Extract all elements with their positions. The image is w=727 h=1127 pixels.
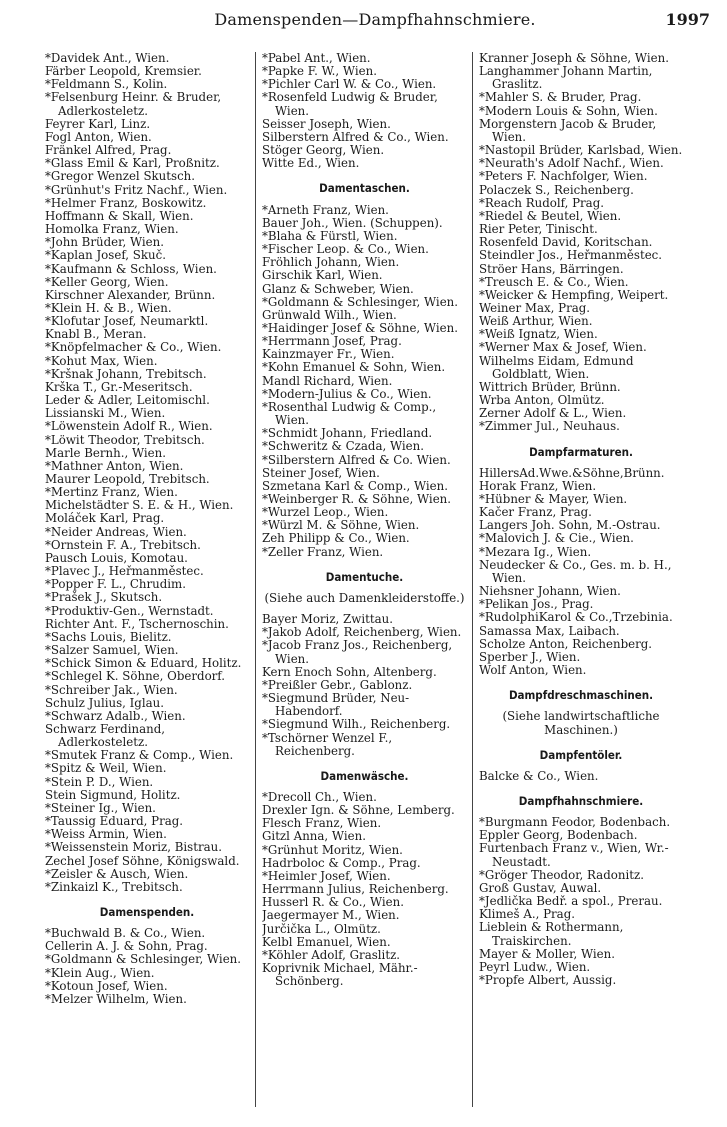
directory-entry: *Plavec J., Heřmanměstec. xyxy=(45,564,204,579)
running-title: Damenspenden—Dampfhahnschmiere. xyxy=(214,10,536,29)
directory-entry: Weiner Max, Prag. xyxy=(479,300,591,315)
directory-entry: Furtenbach Franz v., Wien, Wr.-Neustadt. xyxy=(479,841,669,869)
directory-entry: *Davidek Ant., Wien. xyxy=(45,52,170,65)
directory-entry: *Drecoll Ch., Wien. xyxy=(262,789,377,804)
directory-entry: *Arneth Franz, Wien. xyxy=(262,202,389,217)
directory-entry: Witte Ed., Wien. xyxy=(262,156,360,171)
directory-entry: *Salzer Samuel, Wien. xyxy=(45,643,179,658)
directory-entry: Neudecker & Co., Ges. m. b. H., Wien. xyxy=(479,557,672,585)
directory-entry: HillersAd.Wwe.&Söhne,Brünn. xyxy=(479,465,665,480)
directory-entry: *Heimler Josef, Wien. xyxy=(262,868,391,883)
directory-entry: *Rosenthal Ludwig & Comp., Wien. xyxy=(262,399,437,428)
directory-entry: Michelstädter S. E. & H., Wien. xyxy=(45,498,234,513)
directory-entry: *Steiner Ig., Wien. xyxy=(45,800,156,815)
directory-entry: *Zinkaizl K., Trebitsch. xyxy=(45,879,183,894)
directory-entry: Lissianski M., Wien. xyxy=(45,406,166,421)
directory-entry: Stein Sigmund, Holitz. xyxy=(45,787,181,802)
directory-entry: *Wurzel Leop., Wien. xyxy=(262,505,389,520)
directory-entry: Seisser Joseph, Wien. xyxy=(262,116,391,131)
directory-entry: *Peters F. Nachfolger, Wien. xyxy=(479,169,648,184)
directory-entry: Hoffmann & Skall, Wien. xyxy=(45,208,194,223)
directory-entry: Jurčička L., Olmütz. xyxy=(262,921,381,936)
directory-entry: *Spitz & Weil, Wien. xyxy=(45,761,167,776)
directory-entry: *Mathner Anton, Wien. xyxy=(45,458,184,473)
directory-entry: Horak Franz, Wien. xyxy=(479,478,597,493)
directory-entry: *Propfe Albert, Aussig. xyxy=(479,973,617,987)
directory-entry: *Schick Simon & Eduard, Holitz. xyxy=(45,656,242,671)
directory-entry: *Löwenstein Adolf R., Wien. xyxy=(45,419,213,434)
column-rule xyxy=(255,52,256,1107)
directory-entry: *Rosenfeld Ludwig & Bruder, Wien. xyxy=(262,90,438,118)
directory-entry: Morgenstern Jacob & Bruder, Wien. xyxy=(479,116,657,144)
directory-entry: *Schwarz Adalb., Wien. xyxy=(45,708,186,723)
directory-entry: *Kršnak Johann, Trebitsch. xyxy=(45,366,207,381)
directory-entry: Flesch Franz, Wien. xyxy=(262,816,382,831)
directory-entry: *Riedel & Beutel, Wien. xyxy=(479,208,622,223)
directory-entry: *Keller Georg, Wien. xyxy=(45,274,169,289)
directory-entry: Silberstern Alfred & Co., Wien. xyxy=(262,129,449,144)
directory-entry: *Jacob Franz Jos., Reichenberg, Wien. xyxy=(262,638,453,666)
directory-entry: *Glass Emil & Karl, Proßnitz. xyxy=(45,156,220,171)
directory-entry: Zechel Josef Söhne, Königswald. xyxy=(45,853,240,868)
directory-entry: *Pelikan Jos., Prag. xyxy=(479,597,594,612)
directory-entry: *Fischer Leop. & Co., Wien. xyxy=(262,242,429,257)
section-heading: Dampfhahnschmiere. xyxy=(518,793,644,808)
directory-entry: Färber Leopold, Kremsier. xyxy=(45,64,202,79)
directory-entry: Klimeš A., Prag. xyxy=(479,907,576,922)
directory-entry: *Mezara Ig., Wien. xyxy=(479,544,592,559)
directory-entry: *Schweritz & Czada, Wien. xyxy=(262,439,425,454)
directory-entry: Moláček Karl, Prag. xyxy=(45,511,165,526)
section-heading: Damenwäsche. xyxy=(320,768,409,783)
directory-entry: Eppler Georg, Bodenbach. xyxy=(479,828,638,843)
directory-entry: *Kaplan Josef, Skuč. xyxy=(45,248,166,263)
directory-entry: *Zimmer Jul., Neuhaus. xyxy=(479,419,620,434)
directory-entry: Langers Joh. Sohn, M.-Ostrau. xyxy=(479,518,661,533)
directory-entry: Mandl Richard, Wien. xyxy=(262,373,393,388)
directory-entry: Koprivnik Michael, Mähr.-Schönberg. xyxy=(262,961,418,989)
page-number: 1997 xyxy=(665,10,710,29)
column-middle xyxy=(262,52,467,1117)
directory-entry: *Grünhut Moritz, Wien. xyxy=(262,842,403,857)
directory-entry: *Taussig Eduard, Prag. xyxy=(45,814,184,829)
directory-entry: *Mertinz Franz, Wien. xyxy=(45,485,178,500)
directory-entry: *Nastopil Brüder, Karlsbad, Wien. xyxy=(479,143,683,158)
directory-entry: Gitzl Anna, Wien. xyxy=(262,829,366,844)
directory-entry: Pausch Louis, Komotau. xyxy=(45,550,188,565)
directory-entry: *Melzer Wilhelm, Wien. xyxy=(45,991,187,1006)
directory-entry: Kelbl Emanuel, Wien. xyxy=(262,934,391,949)
directory-entry: Wrba Anton, Olmütz. xyxy=(479,393,605,408)
directory-entry: *Herrmann Josef, Prag. xyxy=(262,334,402,349)
directory-entry: *Silberstern Alfred & Co. Wien. xyxy=(262,452,451,467)
directory-entry: *Goldmann & Schlesinger, Wien. xyxy=(262,294,459,309)
column-left xyxy=(45,52,249,1117)
directory-entry: *Pabel Ant., Wien. xyxy=(262,52,371,65)
section-heading: Dampfarmaturen. xyxy=(529,444,633,459)
directory-entry: Kirschner Alexander, Brünn. xyxy=(45,287,216,302)
directory-entry: Kranner Joseph & Söhne, Wien. xyxy=(479,52,669,65)
directory-entry: Wolf Anton, Wien. xyxy=(479,663,587,678)
directory-entry: *Gregor Wenzel Skutsch. xyxy=(45,169,196,184)
directory-entry: *RudolphiKarol & Co.,Trzebinia. xyxy=(479,610,673,625)
directory-entry: *Zeisler & Ausch, Wien. xyxy=(45,866,189,881)
directory-entry: Krška T., Gr.-Meseritsch. xyxy=(45,379,193,394)
directory-entry: *Feldmann S., Kolin. xyxy=(45,77,168,92)
directory-entry: Husserl R. & Co., Wien. xyxy=(262,895,404,910)
directory-entry: Zeh Philipp & Co., Wien. xyxy=(262,531,410,546)
directory-entry: Peyrl Ludw., Wien. xyxy=(479,959,591,974)
directory-entry: Maurer Leopold, Trebitsch. xyxy=(45,472,210,486)
directory-entry: *Köhler Adolf, Graslitz. xyxy=(262,947,401,962)
directory-entry: Homolka Franz, Wien. xyxy=(45,222,179,237)
directory-entry: Mayer & Moller, Wien. xyxy=(479,946,615,961)
directory-entry: *Schlegel K. Söhne, Oberdorf. xyxy=(45,669,226,684)
directory-entry: *Grünhut's Fritz Nachf., Wien. xyxy=(45,182,228,197)
directory-entry: Groß Gustav, Auwal. xyxy=(479,880,602,895)
section-note: (Siehe landwirtschaftliche Maschinen.) xyxy=(502,709,660,737)
section-heading: Damenspenden. xyxy=(99,905,195,919)
directory-entry: Scholze Anton, Reichenberg. xyxy=(479,636,653,651)
directory-entry: Leder & Adler, Leitomischl. xyxy=(45,393,210,408)
directory-entry: *Smutek Franz & Comp., Wien. xyxy=(45,748,234,763)
directory-entry: Grünwald Wilh., Wien. xyxy=(262,307,397,322)
directory-entry: *Modern-Julius & Co., Wien. xyxy=(262,386,432,401)
directory-entry: *Reach Rudolf, Prag. xyxy=(479,195,605,210)
directory-entry: *Helmer Franz, Boskowitz. xyxy=(45,195,207,210)
section-heading: Damentuche. xyxy=(325,569,404,584)
directory-entry: *Sachs Louis, Bielitz. xyxy=(45,629,172,644)
directory-entry: Kačer Franz, Prag. xyxy=(479,505,592,520)
directory-entry: Rosenfeld David, Koritschan. xyxy=(479,235,653,250)
directory-entry: Balcke & Co., Wien. xyxy=(479,768,599,783)
directory-entry: *Weinberger R. & Söhne, Wien. xyxy=(262,492,452,506)
directory-entry: Rier Peter, Tinischt. xyxy=(479,222,598,237)
directory-entry: Glanz & Schweber, Wien. xyxy=(262,281,414,296)
directory-entry: *Schreiber Jak., Wien. xyxy=(45,682,178,697)
section-heading: Dampfentöler. xyxy=(539,747,623,762)
directory-entry: Wilhelms Eidam, Edmund Goldblatt, Wien. xyxy=(479,353,634,381)
directory-entry: *Ornstein F. A., Trebitsch. xyxy=(45,537,201,552)
directory-entry: Cellerin A. J. & Sohn, Prag. xyxy=(45,939,208,954)
directory-entry: Fröhlich Johann, Wien. xyxy=(262,255,400,270)
directory-entry: *Felsenburg Heinr. & Bruder, Adlerkosteletz. xyxy=(45,90,222,118)
directory-entry: *Kohn Emanuel & Sohn, Wien. xyxy=(262,360,446,375)
directory-entry: Kern Enoch Sohn, Altenberg. xyxy=(262,664,437,679)
directory-entry: Feyrer Karl, Linz. xyxy=(45,116,151,131)
directory-entry: *Siegmund Wilh., Reichenberg. xyxy=(262,717,451,732)
directory-entry: *Haidinger Josef & Söhne, Wien. xyxy=(262,320,458,335)
directory-entry: *Stein P. D., Wien. xyxy=(45,774,154,789)
directory-entry: *Burgmann Feodor, Bodenbach. xyxy=(479,815,671,830)
section-heading: Dampfdreschmaschinen. xyxy=(508,688,654,703)
directory-entry: Weiß Arthur, Wien. xyxy=(479,314,593,329)
directory-entry: Polaczek S., Reichenberg. xyxy=(479,182,634,197)
section-heading: Damentaschen. xyxy=(319,181,410,196)
directory-entry: *Blaha & Fürstl, Wien. xyxy=(262,228,398,243)
directory-entry: *Klein H. & B., Wien. xyxy=(45,300,172,315)
directory-entry: *Kaufmann & Schloss, Wien. xyxy=(45,261,217,276)
directory-entry: *Siegmund Brüder, Neu-Habendorf. xyxy=(262,691,410,719)
directory-entry: Sperber J., Wien. xyxy=(479,649,581,664)
directory-entry: *John Brüder, Wien. xyxy=(45,235,164,250)
directory-entry: *Neider Andreas, Wien. xyxy=(45,524,187,539)
directory-entry: Hadrboloc & Comp., Prag. xyxy=(262,855,421,870)
directory-entry: *Klein Aug., Wien. xyxy=(45,965,155,980)
directory-entry: *Weicker & Hempfing, Weipert. xyxy=(479,287,669,302)
directory-entry: *Buchwald B. & Co., Wien. xyxy=(45,926,206,941)
directory-entry: *Schmidt Johann, Friedland. xyxy=(262,426,433,441)
directory-entry: *Jedlička Bedř. a spol., Prerau. xyxy=(479,894,663,909)
directory-entry: *Weiss Armin, Wien. xyxy=(45,827,167,842)
directory-entry: *Hübner & Mayer, Wien. xyxy=(479,492,628,506)
directory-entry: Schulz Julius, Iglau. xyxy=(45,695,165,710)
directory-entry: Schwarz Ferdinand, Adlerkosteletz. xyxy=(45,721,166,750)
directory-entry: Zerner Adolf & L., Wien. xyxy=(479,406,627,421)
directory-entry: Wittrich Brüder, Brünn. xyxy=(479,379,621,394)
directory-entry: *Weiß Ignatz, Wien. xyxy=(479,327,598,342)
section-note: (Siehe auch Damenkleiderstoffe.) xyxy=(264,590,465,605)
directory-entry: *Weissenstein Moriz, Bistrau. xyxy=(45,840,222,855)
directory-entry: Langhammer Johann Martin, Graslitz. xyxy=(479,64,653,92)
directory-entry: Szmetana Karl & Comp., Wien. xyxy=(262,478,449,493)
directory-entry: Drexler Ign. & Söhne, Lemberg. xyxy=(262,803,455,818)
directory-entry: *Popper F. L., Chrudim. xyxy=(45,577,186,592)
directory-entry: Girschik Karl, Wien. xyxy=(262,268,383,283)
directory-entry: *Werner Max & Josef, Wien. xyxy=(479,340,647,355)
directory-entry: *Prašek J., Skutsch. xyxy=(45,590,163,605)
directory-entry: Herrmann Julius, Reichenberg. xyxy=(262,882,449,897)
directory-entry: *Treusch E. & Co., Wien. xyxy=(479,274,629,289)
directory-entry: Marle Bernh., Wien. xyxy=(45,445,167,460)
directory-entry: *Zeller Franz, Wien. xyxy=(262,544,384,559)
directory-entry: Fogl Anton, Wien. xyxy=(45,129,152,144)
directory-entry: Niehsner Johann, Wien. xyxy=(479,584,621,599)
directory-entry: Steiner Josef, Wien. xyxy=(262,465,380,480)
directory-entry: Jaegermayer M., Wien. xyxy=(262,908,400,923)
directory-entry: *Gröger Theodor, Radonitz. xyxy=(479,867,644,882)
directory-entry: *Mahler S. & Bruder, Prag. xyxy=(479,90,642,105)
directory-entry: *Kotoun Josef, Wien. xyxy=(45,978,168,993)
directory-entry: *Malovich J. & Cie., Wien. xyxy=(479,531,634,546)
directory-entry: Richter Ant. F., Tschernoschin. xyxy=(45,616,229,631)
directory-entry: *Löwit Theodor, Trebitsch. xyxy=(45,432,205,447)
directory-entry: Kainzmayer Fr., Wien. xyxy=(262,347,395,362)
directory-entry: Ströer Hans, Bärringen. xyxy=(479,261,624,276)
directory-entry: *Tschörner Wenzel F., Reichenberg. xyxy=(262,730,393,758)
directory-entry: *Papke F. W., Wien. xyxy=(262,64,377,79)
directory-entry: Steindler Jos., Heřmanměstec. xyxy=(479,248,663,263)
directory-entry: *Pichler Carl W. & Co., Wien. xyxy=(262,77,437,92)
column-rule xyxy=(472,52,473,1107)
directory-entry: *Knöpfelmacher & Co., Wien. xyxy=(45,340,222,355)
directory-entry: Bayer Moriz, Zwittau. xyxy=(262,612,393,627)
directory-entry: *Produktiv-Gen., Wernstadt. xyxy=(45,603,214,618)
column-right xyxy=(479,52,683,1117)
directory-entry: *Preißler Gebr., Gablonz. xyxy=(262,677,413,692)
directory-entry: *Würzl M. & Söhne, Wien. xyxy=(262,518,420,533)
directory-entry: Fränkel Alfred, Prag. xyxy=(45,143,172,158)
directory-entry: Bauer Joh., Wien. (Schuppen). xyxy=(262,215,443,230)
directory-entry: *Modern Louis & Sohn, Wien. xyxy=(479,103,658,118)
directory-entry: Knabl B., Meran. xyxy=(45,327,147,342)
directory-entry: *Neurath's Adolf Nachf., Wien. xyxy=(479,156,664,171)
directory-entry: *Jakob Adolf, Reichenberg, Wien. xyxy=(262,625,462,640)
directory-entry: Samassa Max, Laibach. xyxy=(479,623,620,638)
page-header xyxy=(40,10,710,36)
directory-entry: Lieblein & Rothermann, Traiskirchen. xyxy=(479,920,624,948)
directory-entry: Stöger Georg, Wien. xyxy=(262,143,385,158)
directory-entry: *Goldmann & Schlesinger, Wien. xyxy=(45,952,242,967)
directory-entry: *Kohut Max, Wien. xyxy=(45,353,158,368)
directory-entry: *Klofutar Josef, Neumarktl. xyxy=(45,314,209,329)
